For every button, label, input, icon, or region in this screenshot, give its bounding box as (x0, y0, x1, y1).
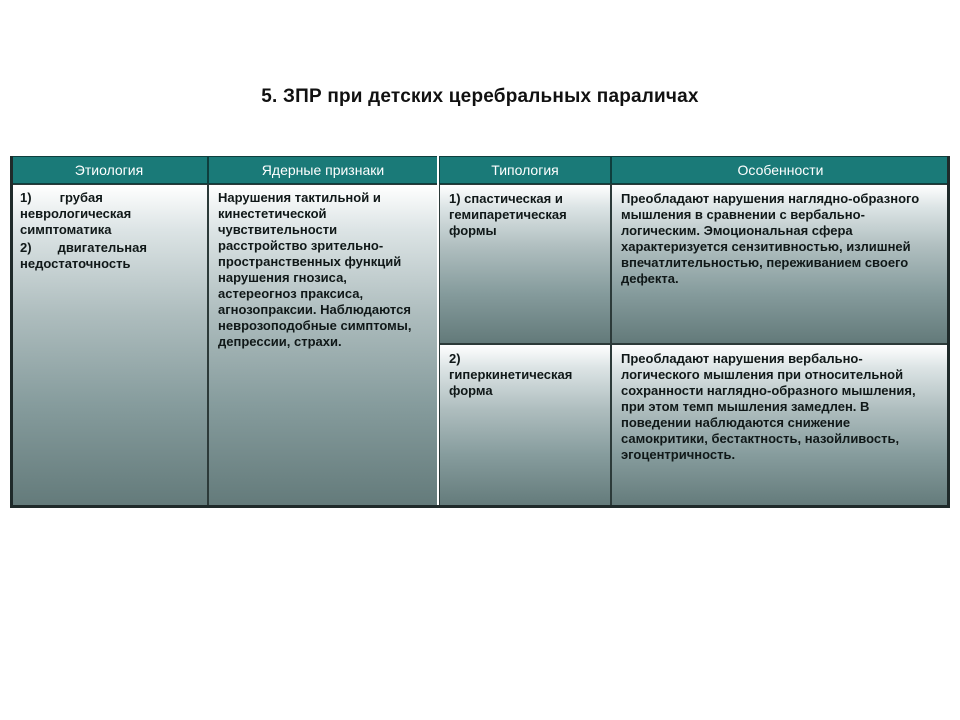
features-row2-text: Преобладают нарушения вербально-логического мышления при относительной сохранности наглядно-образного мышления, при этом темп мышления замедлен. В поведении наблюдаются снижение самокритики, бестактность, назойливость, эгоцентричность. (621, 351, 916, 462)
etiology-item1-num: 1) (20, 190, 32, 205)
typology-row2-text: гиперкинетическая форма (449, 367, 573, 398)
etiology-item1-text-c: симптоматика (20, 222, 112, 237)
header-etiology: Этиология (10, 156, 208, 184)
cell-typology-row1 (439, 184, 611, 344)
cell-features-row1 (611, 184, 950, 344)
core-signs-text: Нарушения тактильной и кинестетической чувствительности расстройство зрительно-пространственных функций нарушения гнозиса, астереогноз праксиса, агнозопраксии. Наблюдаются неврозоподобные симптомы, депрессии, страхи. (218, 190, 412, 349)
etiology-item2-text-b: недостаточность (20, 256, 131, 271)
cell-core-signs (208, 184, 438, 508)
header-features: Особенности (611, 156, 950, 184)
cell-typology-row2 (439, 344, 611, 508)
header-core-signs: Ядерные признаки (208, 156, 438, 184)
etiology-item1-text-b: неврологическая (20, 206, 132, 221)
typology-row2-num: 2) (449, 351, 461, 366)
slide-title: 5. ЗПР при детских церебральных параличах (261, 86, 699, 107)
features-row1-text: Преобладают нарушения наглядно-образного мышления в сравнении с вербально-логическим. Эмоциональная сфера характеризуется сензитивностью, излишней впечатлительностью, переживанием своего дефекта. (621, 191, 920, 286)
header-typology: Типология (439, 156, 611, 184)
table-split-gap (437, 156, 439, 508)
etiology-item2-num: 2) (20, 240, 32, 255)
typology-row1-text: 1) спастическая и гемипаретическая формы (449, 191, 567, 238)
etiology-item1-text-a: грубая (59, 190, 103, 205)
cell-etiology (10, 184, 208, 508)
etiology-item2-text-a: двигательная (57, 240, 147, 255)
cell-features-row2 (611, 344, 950, 508)
